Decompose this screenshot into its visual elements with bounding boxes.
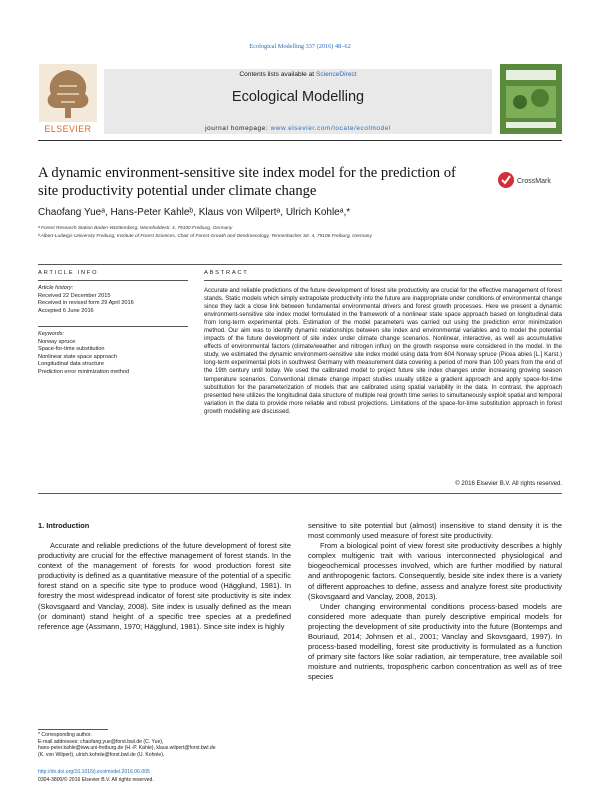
email-line[interactable]: hans-peter.kahle@iww.uni-freiburg.de (H.-P. Kahle), klaus.wilpert@forst.bwl.de	[38, 745, 216, 752]
affiliation-a: ᵃ Forest Research Station Baden-Württemberg, Wonnhaldestr. 4, 79100 Freiburg, Germany	[38, 226, 233, 231]
paragraph: From a biological point of view forest site productivity describes a highly complex multigenic trait with various interconnected physiological and biogeochemical processes involved, which are further modified by natural and anthropogenic factors. Consequently, beside site index there is a variety of different approaches to define, assess and analyze forest site productivity (Skovsgaard and Vanclay, 2008, 2013).	[308, 541, 562, 601]
homepage-link[interactable]: www.elsevier.com/locate/ecolmodel	[270, 125, 391, 132]
keyword-item: Norway spruce	[38, 338, 76, 345]
history-item: Received 22 December 2015	[38, 292, 111, 299]
keyword-item: Prediction error minimization method	[38, 368, 130, 375]
abstract-copyright: © 2016 Elsevier B.V. All rights reserved.	[455, 481, 562, 487]
affiliation-b: ᵇ Albert-Ludwigs-University Freiburg, Institute of Forest Sciences, Chair of Forest Growth and Dendroecology, Tennenbacher Str. 4, 79106 Freiburg, Germany	[38, 234, 372, 239]
history-item: Accepted 6 June 2016	[38, 307, 94, 314]
article-info-heading: ARTICLE INFO	[38, 270, 99, 276]
elsevier-wordmark: ELSEVIER	[44, 124, 92, 134]
issn-line: 0304-3800/© 2016 Elsevier B.V. All rights reserved.	[38, 777, 154, 783]
abstract-bottom-rule	[38, 493, 562, 494]
paragraph: Accurate and reliable predictions of the future development of forest site productivity are crucial for the effective management of forest stands. In the context of the management of forests for wood production forest site productivity is defined as a quantitative measure of the potential of a specific forest stand on a specific site type to produce wood (Hägglund, 1981). In forestry the most widespread indicator of forest site productivity is site index (Skovsgaard and Vanclay, 2008). Site index is usually defined as the mean (or dominant) stand height of a specific tree species at a predefined reference age (Assmann, 1970; Hägglund, 1981). Since site index is highly	[38, 541, 291, 631]
journal-cover-thumbnail[interactable]	[500, 64, 562, 134]
crossmark-label: CrossMark	[517, 178, 551, 185]
keywords-block	[38, 331, 198, 376]
keyword-item: Nonlinear state space approach	[38, 353, 117, 360]
homepage-prefix: journal homepage:	[205, 125, 271, 132]
journal-citation[interactable]: Ecological Modelling 337 (2016) 48–62	[249, 43, 351, 50]
email-line[interactable]: (K. von Wilpert), ulrich.kohnle@forst.bwl.de (U. Kohnle).	[38, 751, 165, 758]
crossmark-badge[interactable]	[497, 171, 553, 189]
footnote-rule	[38, 729, 108, 730]
paragraph: sensitive to site potential but (almost) insensitive to stand density it is the most commonly used measure of forest site productivity.	[308, 521, 562, 541]
elsevier-tree-logo	[39, 64, 97, 130]
keywords-label: Keywords:	[38, 331, 65, 337]
author-list: Chaofang Yueᵃ, Hans-Peter Kahleᵇ, Klaus von Wilpertᵃ, Ulrich Kohleᵃ,*	[38, 207, 351, 218]
keyword-item: Space-for-time substitution	[38, 346, 105, 352]
journal-homepage	[104, 125, 492, 132]
doi-link[interactable]: http://dx.doi.org/10.1016/j.ecolmodel.2016.06.005	[38, 769, 150, 775]
article-history	[38, 285, 188, 315]
paper-title: A dynamic environment-sensitive site index model for the prediction of site productivity potential under climate change	[38, 165, 456, 199]
abstract-heading: ABSTRACT	[204, 270, 249, 276]
paragraph: Under changing environmental conditions process-based models are considered more adequate than purely descriptive empirical models for projecting the development of site productivity into the future (Bontemps and Bouriaud, 2014; Johnsen et al., 2001; Vanclay and Skovsgaard, 1997). In process-based modelling, forest site productivity is formulated as a function of primary site factors like solar radiation, air temperature, tree available soil moisture and nutrients, tropospheric carbon concentration as well as of tree species	[308, 601, 562, 682]
section-heading-introduction: 1. Introduction	[38, 521, 90, 530]
history-item: Received in revised form 29 April 2016	[38, 300, 134, 306]
contents-prefix: Contents lists available at	[239, 71, 316, 78]
intro-left-column	[38, 541, 291, 632]
corresponding-author-note: * Corresponding author.	[38, 732, 92, 738]
journal-title: Ecological Modelling	[231, 89, 365, 105]
contents-line	[104, 71, 492, 78]
header-rule	[38, 140, 562, 141]
keywords-rule	[38, 326, 188, 327]
history-label: Article history:	[38, 285, 74, 291]
info-sub-rule	[38, 280, 188, 281]
footnote-block	[38, 732, 298, 758]
keyword-item: Longitudinal data structure	[38, 361, 104, 367]
email-line[interactable]: E-mail addresses: chaofang.yue@forst.bwl.de (C. Yue),	[38, 738, 164, 745]
abstract-sub-rule	[204, 280, 562, 281]
intro-right-column	[308, 521, 562, 683]
abstract-text: Accurate and reliable predictions of the future development of forest site productivity are crucial for the effective management of forest stands. Static models which simply extrapolate productivity into the future are inappropriate under conditions of environmental change since they lack a close link between fundamental environmental drivers and forest growth processes. Here we present a dynamic environment-sensitive site index model formulated in the framework of a nonlinear state space approach based on longitudinal data from long-term experimental plots. Estimation of the model parameters was carried out using the prediction error minimization method. Our aim was to identify dynamic relationships between site index and environmental variables and to model the potential impacts of the future development of site index under climate change scenarios. Nonlinear, interactive, as well as accumulative effects of environmental factors (climate/weather and nitrogen influx) on the growth response were considered in the model. In the study, we estimated the dynamic environment-sensitive site index model using data from 604 Norway spruce (Picea abies [L.] Karst.) long-term experimental plots in southwest Germany with measurement data covering a period of more than 100 years from the end of the 19th century until today. We used the calibrated model to project future site index changes under increasing growing season temperature scenarios. Conventional climate change impact studies usually utilize a gradient approach and apply space-for-time substitution for the parameterization of models that are calibrated using spatial variability in the data. In contrast, the approach presented here utilizes the longitudinal data structure of multiple real growth time series to simultaneously exploit spatial and temporal variation in the data to provide more reliable and robust projections. Limitations of the space-for-time substitution approach in forest growth modelling are discussed.	[204, 288, 562, 415]
info-top-rule	[38, 264, 562, 265]
sciencedirect-link[interactable]: ScienceDirect	[315, 71, 357, 78]
